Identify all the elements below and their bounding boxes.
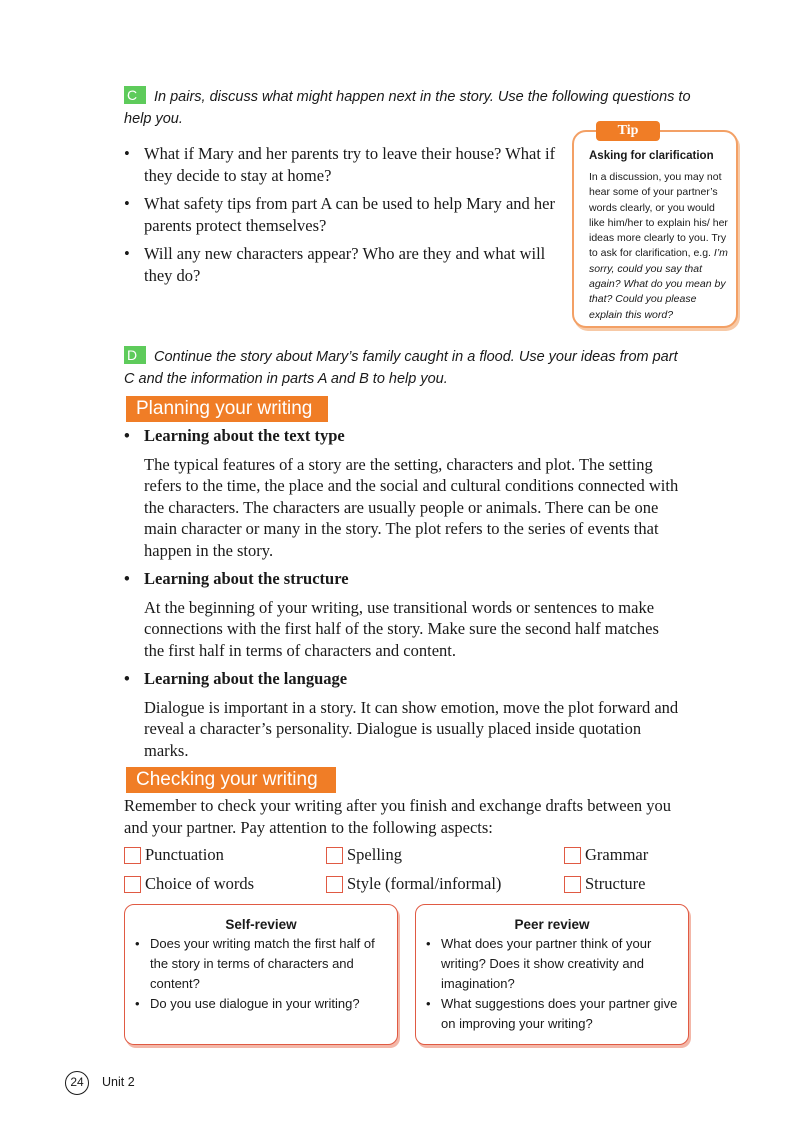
tip-title: Asking for clarification — [589, 150, 714, 162]
peer-review-box — [415, 904, 689, 1045]
checkbox[interactable] — [124, 847, 141, 864]
aspect-structure[interactable]: Structure — [564, 874, 645, 894]
list-item: • What suggestions does your partner give on improving your writing? — [424, 994, 678, 1034]
part-d-instruction — [124, 346, 684, 390]
tip-box — [572, 123, 738, 328]
self-review-list — [133, 934, 387, 1014]
checking-heading: Checking your writing — [126, 767, 336, 793]
list-item: • Does your writing match the first half of the story in terms of characters and content? — [133, 934, 387, 994]
planning-item-text: Dialogue is important in a story. It can show emotion, move the plot forward and reveal a character’s personality. Dialogue is usually placed inside quotation marks. — [144, 697, 679, 760]
checking-intro: Remember to check your writing after you finish and exchange drafts between you and your partner. Pay attention to the following aspects: — [124, 796, 672, 837]
planning-item-text: The typical features of a story are the setting, characters and plot. The setting refers to the time, the place and the social and cultural conditions connected with the characters. The characters are usually people or animals. There can be one main character or many in the story. The plot refers to the series of events that happen in the story. — [144, 454, 679, 560]
part-c-instruction-text: In pairs, discuss what might happen next in the story. Use the following questions to help you. — [124, 89, 691, 127]
question-item: • What safety tips from part A can be used to help Mary and her parents protect themselves? — [124, 193, 564, 237]
part-d-label: D — [124, 346, 146, 364]
aspect-choice-of-words[interactable]: Choice of words — [124, 874, 254, 894]
list-item: • What does your partner think of your writing? Does it show creativity and imagination? — [424, 934, 678, 994]
list-item: • Do you use dialogue in your writing? — [133, 994, 387, 1014]
checkbox[interactable] — [564, 876, 581, 893]
peer-review-list — [424, 934, 678, 1034]
question-item: • What if Mary and her parents try to leave their house? What if they decide to stay at home? — [124, 143, 564, 187]
tip-body-text: In a discussion, you may not hear some of your partner’s words clearly, or you would like him/her to explain his/ her ideas more clearly to you. Try to ask for clarification, e.g. — [589, 171, 728, 260]
checkbox[interactable] — [564, 847, 581, 864]
tip-examples: I’m sorry, could you say that again? What do you mean by that? Could you please explain this word? — [589, 247, 728, 321]
tip-label: Tip — [596, 121, 660, 141]
part-c-label: C — [124, 86, 146, 104]
aspect-punctuation[interactable]: Punctuation — [124, 845, 224, 865]
planning-item-title: • Learning about the language — [124, 669, 348, 688]
self-review-box — [124, 904, 398, 1045]
planning-item-title: • Learning about the structure — [124, 569, 349, 588]
checkbox[interactable] — [326, 847, 343, 864]
part-c-question-list — [124, 143, 564, 293]
checkbox[interactable] — [326, 876, 343, 893]
planning-section — [124, 425, 679, 761]
aspect-grammar[interactable]: Grammar — [564, 845, 648, 865]
page-number: 24 — [65, 1071, 89, 1095]
part-d-instruction-text: Continue the story about Mary’s family caught in a flood. Use your ideas from part C and the information in parts A and B to help you. — [124, 349, 678, 387]
checkbox[interactable] — [124, 876, 141, 893]
tip-body — [589, 170, 731, 323]
unit-label: Unit 2 — [102, 1075, 135, 1089]
aspect-spelling[interactable]: Spelling — [326, 845, 402, 865]
planning-item-text: At the beginning of your writing, use transitional words or sentences to make connections with the first half of the story. Make sure the second half matches the first half in terms of characters and content. — [144, 597, 659, 660]
aspect-style[interactable]: Style (formal/informal) — [326, 874, 501, 894]
self-review-title: Self-review — [225, 917, 297, 932]
peer-review-title: Peer review — [514, 917, 590, 932]
planning-heading: Planning your writing — [126, 396, 328, 422]
question-item: • Will any new characters appear? Who are they and what will they do? — [124, 243, 564, 287]
planning-item-title: • Learning about the text type — [124, 426, 345, 445]
